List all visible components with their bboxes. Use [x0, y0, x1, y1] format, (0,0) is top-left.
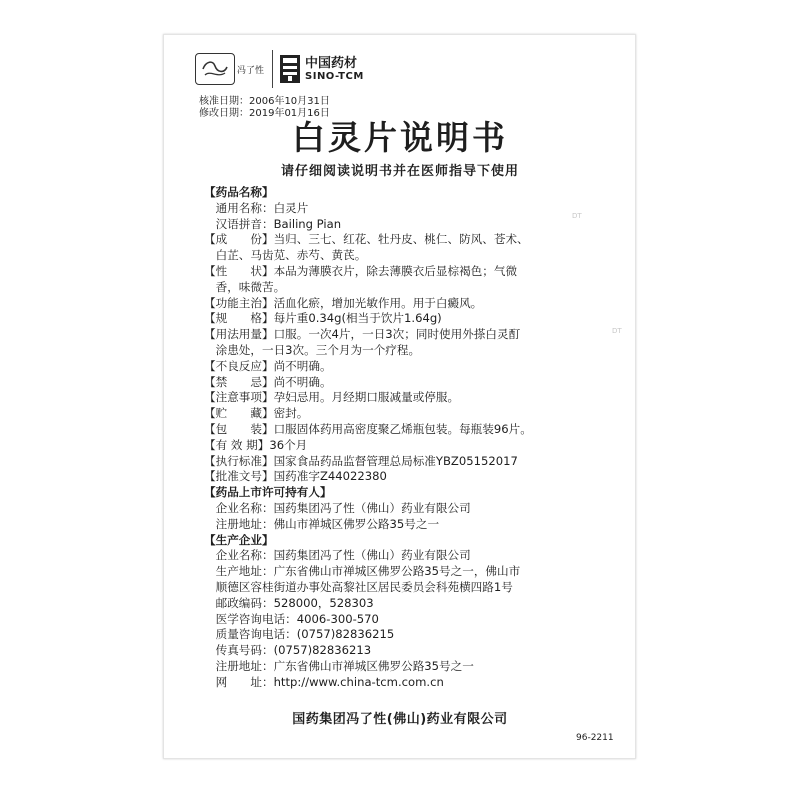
print-code: 96-2211	[576, 733, 614, 743]
leaflet-body	[204, 185, 624, 691]
logo-divider	[272, 50, 273, 88]
leaflet-row: 传真号码：(0757)82836213	[204, 643, 372, 658]
tcm-brand-cn: 中国药材	[305, 55, 358, 71]
leaflet-row: 企业名称：国药集团冯了性（佛山）药业有限公司	[204, 500, 471, 515]
leaflet-row: 顺德区容桂街道办事处高黎社区居民委员会科苑横四路1号	[204, 579, 513, 594]
leaflet-row: 生产地址：广东省佛山市禅城区佛罗公路35号之一，佛山市	[204, 564, 521, 579]
company-seal-logo	[195, 53, 235, 85]
logo-bar	[195, 50, 364, 88]
leaflet-row: 【不良反应】尚不明确。	[204, 358, 332, 373]
leaflet-row: 注册地址：佛山市禅城区佛罗公路35号之一	[204, 516, 440, 531]
revision-date: 修改日期：2019年01月16日	[199, 108, 330, 119]
leaflet-row: 通用名称：白灵片	[204, 200, 309, 215]
leaflet-row: 邮政编码：528000，528303	[204, 595, 374, 610]
manufacturer-footer: 国药集团冯了性(佛山)药业有限公司	[292, 712, 508, 727]
leaflet-row: 【功能主治】活血化瘀，增加光敏作用。用于白癜风。	[204, 295, 483, 310]
leaflet-row: 【批准文号】国药准字Z44022380	[204, 469, 387, 484]
approval-date: 核准日期：2006年10月31日	[199, 96, 330, 107]
leaflet-row: 【药品名称】	[204, 185, 274, 199]
sino-tcm-logo	[279, 54, 364, 84]
leaflet-row: 【规 格】每片重0.34g(相当于饮片1.64g)	[204, 311, 442, 326]
leaflet-row: 汉语拼音：Bailing Pian	[204, 216, 342, 231]
leaflet-row: 香，味微苦。	[204, 279, 286, 294]
left-brand-name: 冯了性	[237, 65, 265, 76]
tcm-brand-en: SINO-TCM	[305, 70, 364, 82]
leaflet-row: 【有 效 期】36个月	[204, 437, 308, 452]
leaflet-row: 【注意事项】孕妇忌用。月经期口服减量或停服。	[204, 390, 460, 405]
leaflet-row: 【性 状】本品为薄膜衣片，除去薄膜衣后显棕褐色；气微	[204, 263, 518, 278]
leaflet-row: 【生产企业】	[204, 532, 274, 547]
leaflet-row: 质量咨询电话：(0757)82836215	[204, 627, 395, 642]
watermark: DT	[572, 212, 582, 220]
leaflet-row: 【成 份】当归、三七、红花、牡丹皮、桃仁、防风、苍术、	[204, 232, 529, 247]
leaflet-row: 注册地址：广东省佛山市禅城区佛罗公路35号之一	[204, 658, 474, 673]
leaflet-row: 涂患处，一日3次。三个月为一个疗程。	[204, 342, 421, 357]
leaflet-row: 【用法用量】口服。一次4片，一日3次；同时使用外搽白灵酊	[204, 327, 521, 342]
leaflet-row: 【药品上市许可持有人】	[204, 485, 332, 500]
leaflet-row: 【执行标准】国家食品药品监督管理总局标准YBZ05152017	[204, 453, 518, 468]
document-title: 白灵片说明书	[292, 118, 508, 157]
leaflet-row: 医学咨询电话：4006-300-570	[204, 611, 379, 626]
tcm-emblem-icon	[279, 54, 301, 84]
leaflet-row: 网 址：http://www.china-tcm.com.cn	[204, 674, 444, 689]
watermark: DT	[612, 327, 622, 335]
leaflet-row: 【禁 忌】尚不明确。	[204, 374, 332, 389]
leaflet-row: 【包 装】口服固体药用高密度聚乙烯瓶包装。每瓶装96片。	[204, 421, 532, 436]
seal-icon	[200, 58, 230, 80]
document-subtitle: 请仔细阅读说明书并在医师指导下使用	[280, 164, 519, 179]
leaflet-row: 【贮 藏】密封。	[204, 406, 309, 421]
leaflet-row: 白芷、马齿苋、赤芍、黄芪。	[204, 248, 367, 263]
leaflet-row: 企业名称：国药集团冯了性（佛山）药业有限公司	[204, 548, 471, 563]
